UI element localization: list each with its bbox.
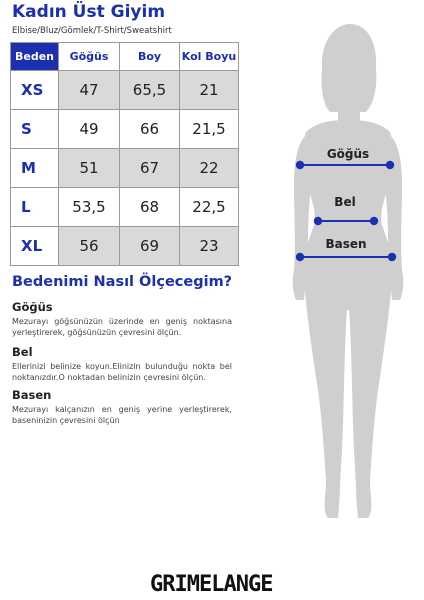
sleeve-value: 21 xyxy=(180,71,239,110)
size-label: S xyxy=(11,110,59,149)
waist-right-dot-icon xyxy=(371,218,377,224)
guide-title: Bedenimi Nasıl Ölçecegim? xyxy=(12,274,233,290)
body-figure xyxy=(286,10,416,530)
chest-value: 49 xyxy=(59,110,120,149)
body-silhouette xyxy=(293,24,404,518)
section-text-chest: Mezurayı göğsünüzün üzerinde en geniş noktasına yerleştirerek, göğsünüzün çevresini ölçün. xyxy=(12,317,232,337)
length-value: 68 xyxy=(120,188,180,227)
length-value: 67 xyxy=(120,149,180,188)
chest-value: 51 xyxy=(59,149,120,188)
sleeve-value: 23 xyxy=(180,227,239,266)
page-title: Kadın Üst Giyim xyxy=(12,2,166,22)
length-value: 65,5 xyxy=(120,71,180,110)
table-row xyxy=(11,110,239,149)
table-row xyxy=(11,149,239,188)
column-header-sleeve: Kol Boyu xyxy=(180,43,239,71)
size-label: M xyxy=(11,149,59,188)
brand-logo: GRIMELANGE xyxy=(150,572,273,597)
chest-right-dot-icon xyxy=(387,162,393,168)
hip-right-dot-icon xyxy=(389,254,395,260)
section-heading-waist: Bel xyxy=(12,345,33,359)
length-value: 66 xyxy=(120,110,180,149)
waist-left-dot-icon xyxy=(315,218,321,224)
sleeve-value: 22 xyxy=(180,149,239,188)
page-subtitle: Elbise/Bluz/Gömlek/T-Shirt/Sweatshirt xyxy=(12,26,172,36)
section-text-hip: Mezurayı kalçanızın en geniş yerine yerleştirerek, baseninizin çevresini ölçün xyxy=(12,405,232,425)
section-heading-chest: Göğüs xyxy=(12,300,53,314)
column-header-length: Boy xyxy=(120,43,180,71)
chest-left-dot-icon xyxy=(297,162,303,168)
size-label: XL xyxy=(11,227,59,266)
size-label: L xyxy=(11,188,59,227)
sleeve-value: 21,5 xyxy=(180,110,239,149)
hip-left-dot-icon xyxy=(297,254,303,260)
table-header-row xyxy=(11,43,239,71)
section-heading-hip: Basen xyxy=(12,388,52,402)
size-label: XS xyxy=(11,71,59,110)
chest-value: 56 xyxy=(59,227,120,266)
chest-label: Göğüs xyxy=(326,147,370,161)
chest-value: 47 xyxy=(59,71,120,110)
waist-label: Bel xyxy=(334,195,356,209)
size-table xyxy=(10,42,239,266)
column-header-size: Beden xyxy=(11,43,59,71)
chest-value: 53,5 xyxy=(59,188,120,227)
table-row xyxy=(11,71,239,110)
table-row xyxy=(11,227,239,266)
table-row xyxy=(11,188,239,227)
hip-label: Basen xyxy=(325,237,367,251)
column-header-chest: Göğüs xyxy=(59,43,120,71)
section-text-waist: Ellerinizi belinize koyun.Elinizin bulunduğu nokta bel noktanızdır.O noktadan belinizin çevresini ölçün. xyxy=(12,362,232,382)
sleeve-value: 22,5 xyxy=(180,188,239,227)
length-value: 69 xyxy=(120,227,180,266)
